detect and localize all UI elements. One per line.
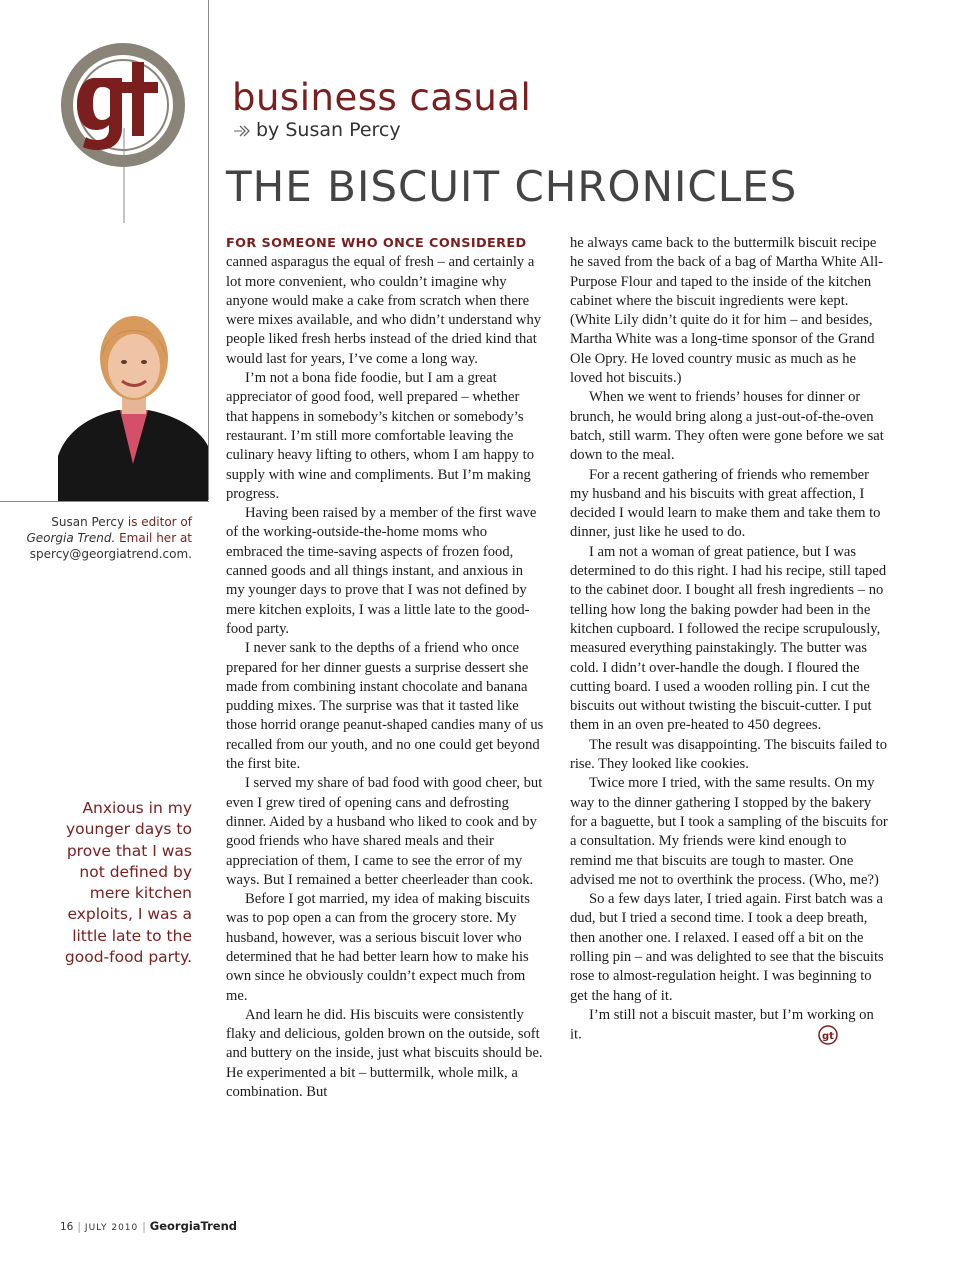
paragraph-text: I’m still not a biscuit master, but I’m working on it. [570, 1006, 874, 1043]
article-paragraph: Twice more I tried, with the same results. On my way to the dinner gathering I stopped by the bakery for a baguette, but I took a sampling of the biscuits for a consultation. My friends were kind enough to remind me that biscuits are tough to master. One advised me not to overthink the process. (Who, me?) [570, 775, 888, 888]
end-mark-icon [818, 1025, 838, 1045]
paragraph-text: canned asparagus the equal of fresh – and certainly a lot more convenient, who couldn’t imagine why anyone would make a cake from scratch when there were mixes available, and who didn’t understand why people liked fresh herbs instead of the dried kind that would last for years, I’ve come a long way. [226, 254, 542, 367]
footer-separator: | [142, 1221, 146, 1233]
lead-in: FOR SOMEONE WHO ONCE CONSIDERED [226, 236, 527, 251]
svg-text:gt: gt [821, 1031, 834, 1043]
pull-quote: Anxious in my younger days to prove that I was not defined by mere kitchen exploits, I was a little late to the good-food party. [64, 799, 192, 967]
article-column-2 [570, 234, 888, 1045]
author-caption [20, 514, 192, 562]
publication-name: GeorgiaTrend [149, 1219, 238, 1233]
article-paragraph: When we went to friends’ houses for dinner or brunch, he would bring along a just-out-of-the-oven batch, still warm. They often were gone before we sat down to the meal. [570, 389, 884, 464]
article-paragraph: For a recent gathering of friends who remember my husband and his biscuits with great affection, I decided I would learn to make them and take them to dinner, just like he used to do. [570, 466, 881, 541]
section-title: business casual [232, 76, 532, 119]
article-paragraph: And learn he did. His biscuits were consistently flaky and delicious, golden brown on the outside, soft and buttery on the inside, just what biscuits should be. He experimented a bit – buttermilk, whole milk, a combination. But [226, 1006, 543, 1101]
horizontal-rule [0, 501, 209, 502]
caption-name: Susan Percy [51, 515, 125, 529]
article-paragraph: The result was disappointing. The biscuits failed to rise. They looked like cookies. [570, 736, 888, 773]
page-footer [60, 1219, 237, 1233]
caption-role: is editor of [127, 515, 192, 529]
article-paragraph: So a few days later, I tried again. First batch was a dud, but I tried a second time. I took a deep breath, then another one. I relaxed. I eased off a bit on the rolling pin – and was delighted to see that the biscuits rose to almost-regulation height. I was beginning to get the hang of it. [570, 891, 884, 1004]
article-paragraph: I’m not a bona fide foodie, but I am a great appreciator of good food, well prepared – whether that happens in somebody’s kitchen or somebody’s restaurant. I’m still more comfortable leaving the culinary heavy lifting to others, whom I am happy to supply with wine and compliments. But I’m making progress. [226, 370, 535, 502]
article-paragraph: I am not a woman of great patience, but I was determined to do this right. I had his recipe, still taped to the cabinet door. I bought all fresh ingredients – no telling how long the baking powder had been in the kitchen cupboard. I followed the recipe scrupulously, measured everything painstakingly. The butter was cold. I didn’t over-handle the dough. I floured the cutting board. I used a wooden rolling pin. I cut the biscuits out without twisting the biscuit-cutter. I put them in an oven pre-heated to 450 degrees. [570, 543, 887, 734]
article-column-1 [226, 234, 544, 1102]
article-paragraph: Before I got married, my idea of making biscuits was to pop open a can from the grocery store. My husband, however, was a serious biscuit lover who determined that he had better learn how to make his own since he obviously couldn’t expect much from me. [226, 891, 530, 1004]
caption-email-label: Email her at [119, 531, 192, 545]
article-paragraph: I served my share of bad food with good cheer, but even I grew tired of opening cans and defrosting dinner. Aided by a husband who liked to cook and by good friends who have shared meals and their appreciation of them, I came to see the error of my ways. But I remained a better cheerleader than cook. [226, 775, 543, 888]
article-paragraph [226, 234, 544, 369]
article-paragraph: Having been raised by a member of the first wave of the working-outside-the-home moms who embraced the time-saving aspects of frozen food, canned goods and all things instant, and anxious in my younger days to prove that I was not defined by mere kitchen exploits, I was a little late to the good-food party. [226, 505, 537, 637]
issue-date: JULY 2010 [84, 1223, 139, 1233]
article-paragraph [570, 1006, 888, 1045]
caption-email-link[interactable]: spercy@georgiatrend.com. [29, 547, 192, 561]
logo-connector-line [118, 128, 228, 248]
vertical-rule [208, 0, 209, 500]
byline-text: by Susan Percy [256, 119, 401, 141]
article-paragraph: I never sank to the depths of a friend who once prepared for her dinner guests a surprise dessert she made from combining instant chocolate and banana pudding mixes. The surprise was that it tasted like those horrid orange peanut-shaped candies many of us recalled from our youth, and no one could get beyond the first bite. [226, 640, 544, 773]
page-number: 16 [60, 1221, 74, 1233]
footer-separator: | [77, 1221, 81, 1233]
byline [234, 119, 401, 141]
article-paragraph: he always came back to the buttermilk biscuit recipe he saved from the back of a bag of Martha White All-Purpose Flour and taped to the inside of the kitchen cabinet where the biscuit ingredients were kept. (White Lily didn’t quite do it for him – and besides, Martha White was a long-time sponsor of the Grand Ole Opry. He loved country music as much as he loved hot biscuits.) [570, 235, 883, 387]
caption-publication: Georgia Trend. [26, 531, 116, 545]
article-headline: THE BISCUIT CHRONICLES [226, 162, 798, 211]
chevron-right-icon [234, 124, 250, 138]
author-photo [58, 286, 208, 501]
